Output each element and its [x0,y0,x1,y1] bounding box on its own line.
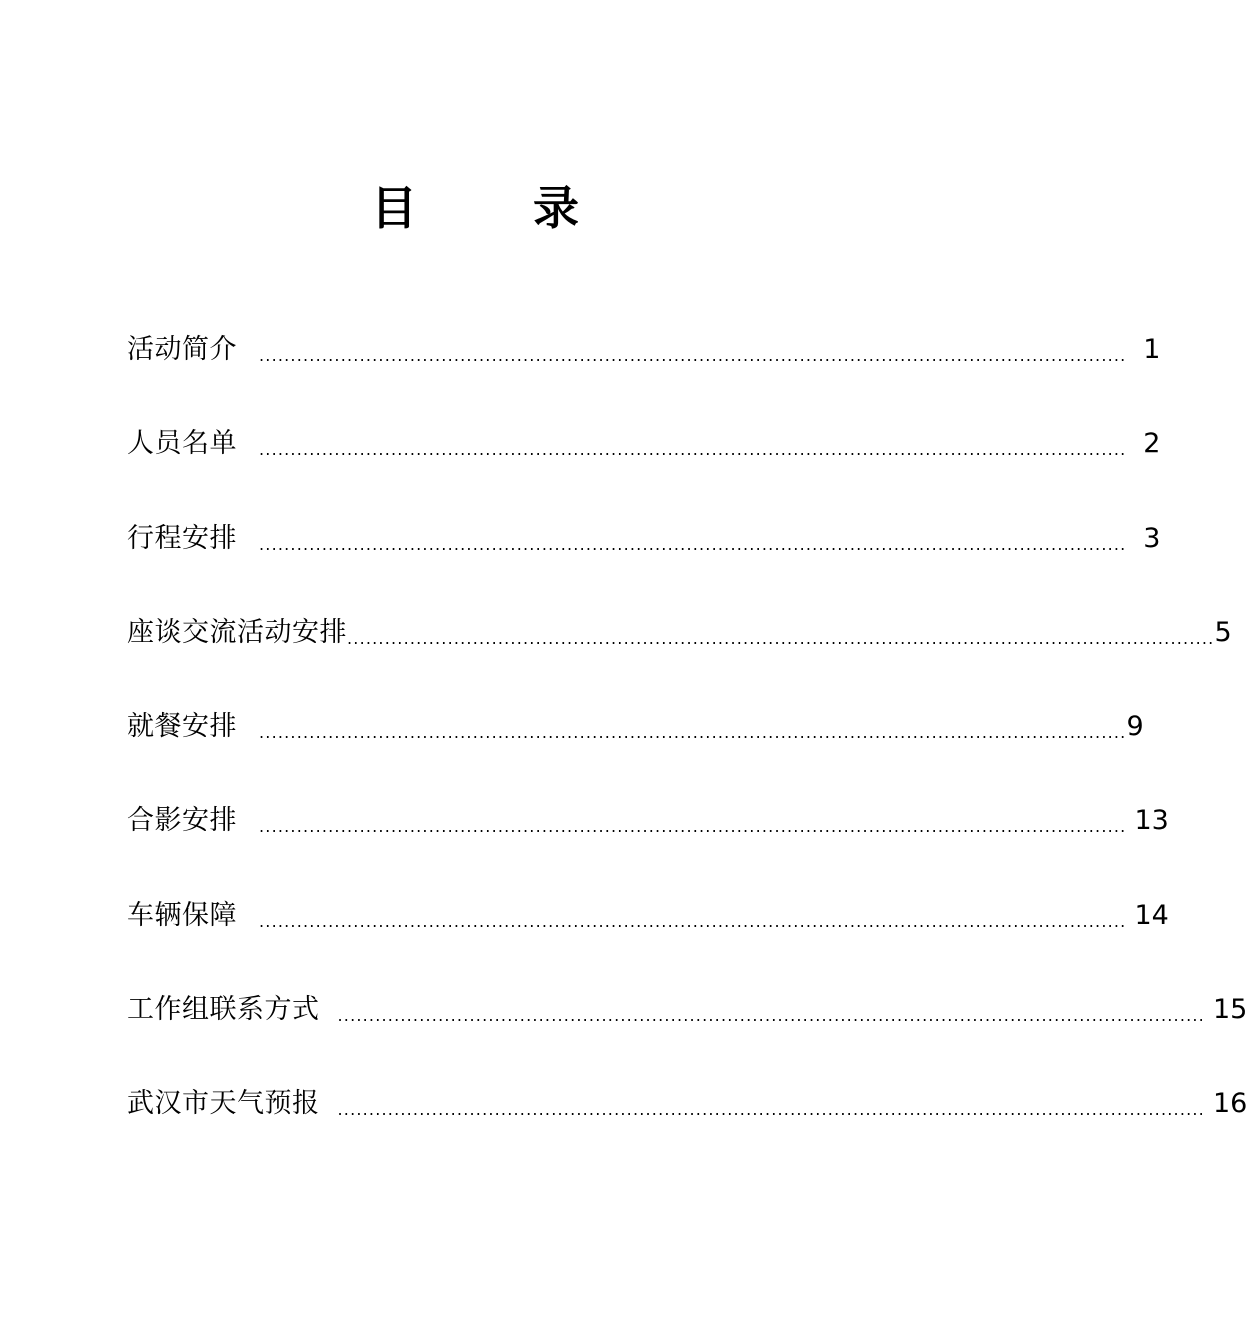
toc-entry-label: 座谈交流活动安排 [127,616,347,648]
toc-entry-label: 就餐安排 [127,711,237,743]
toc-entry-label: 车辆保障 [127,899,237,931]
toc-entry-page: 9 [1126,711,1144,743]
toc-entry[interactable] [127,896,1169,990]
toc-entry[interactable] [127,330,1161,424]
toc-entry[interactable] [127,519,1161,613]
toc-leader-dots: .......................................................................................................................................... [259,911,1127,931]
toc-entry-label: 合影安排 [127,805,237,837]
toc-entry-label: 人员名单 [127,428,237,460]
toc-leader-dots: .......................................................................................................................................... [337,1100,1205,1120]
toc-leader-dots: .......................................................................................................................................... [259,817,1127,837]
toc-entry-label: 行程安排 [127,522,237,554]
toc-entry[interactable] [127,707,1144,801]
toc-entry-page: 14 [1134,899,1169,931]
toc-entry-page: 2 [1143,428,1161,460]
toc-entry[interactable] [127,424,1161,518]
toc-entry-page: 13 [1134,805,1169,837]
toc-entry-page: 5 [1214,616,1232,648]
toc-entry-page: 3 [1143,522,1161,554]
toc-entry-label: 活动简介 [127,334,237,365]
toc-entry-page: 16 [1212,1088,1247,1120]
toc-entry[interactable] [127,1084,1247,1178]
toc-entry-page: 1 [1143,334,1161,365]
toc-title: 目 录 [370,181,629,235]
toc-leader-dots: .......................................................................................................................................... [259,723,1127,743]
toc-entry-page: 15 [1212,994,1247,1026]
toc-entry[interactable] [127,990,1247,1084]
toc-leader-dots: .......................................................................................................................................... [347,628,1215,648]
toc-leader-dots: .......................................................................................................................................... [259,346,1127,365]
toc-entry-label: 武汉市天气预报 [127,1088,320,1120]
toc-entry[interactable] [127,613,1232,707]
toc-entry[interactable] [127,801,1169,895]
toc-leader-dots: .......................................................................................................................................... [259,534,1127,554]
toc-entry-label: 工作组联系方式 [127,994,320,1026]
toc-leader-dots: .......................................................................................................................................... [259,440,1127,460]
toc-leader-dots: .......................................................................................................................................... [337,1006,1205,1026]
toc-list [127,330,1247,1179]
